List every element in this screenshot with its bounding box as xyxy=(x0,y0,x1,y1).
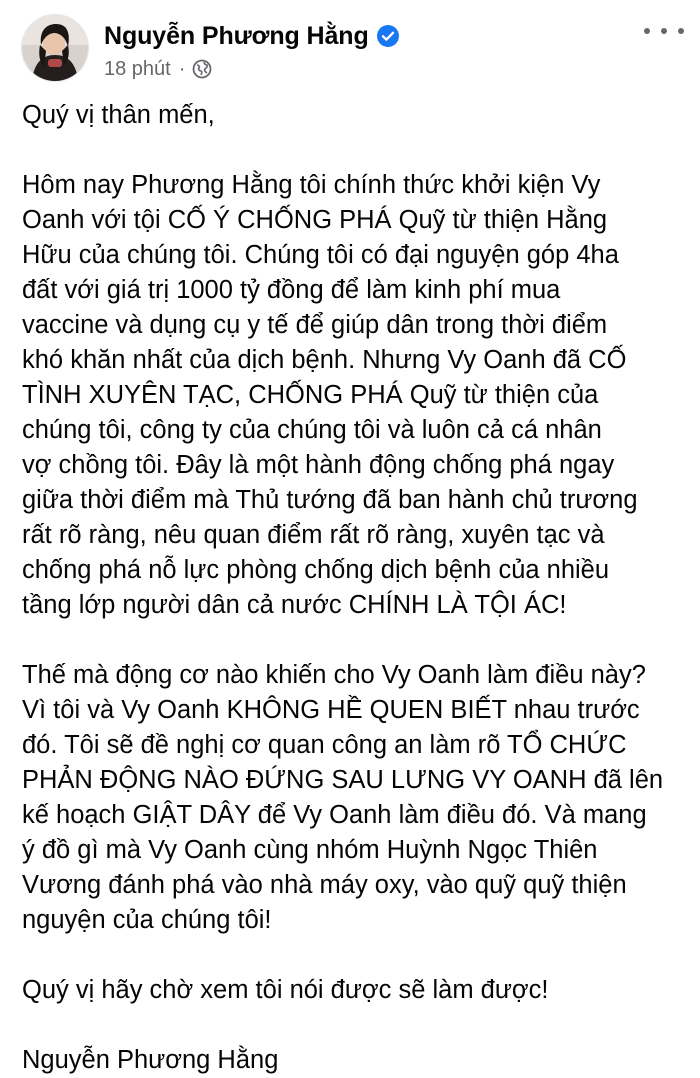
text-line: đó. Tôi sẽ đề nghị cơ quan công an làm rõ TỔ CHỨC xyxy=(22,731,627,759)
meta-separator: · xyxy=(178,57,186,80)
text-line: Oanh với tội CỐ Ý CHỐNG PHÁ Quỹ từ thiện Hằng xyxy=(22,206,608,234)
signature-line: Nguyễn Phương Hằng xyxy=(22,1046,279,1074)
more-options-icon[interactable] xyxy=(644,18,684,44)
post-text xyxy=(22,98,692,1078)
greeting-line: Quý vị thân mến, xyxy=(22,101,215,129)
text-line: Thế mà động cơ nào khiến cho Vy Oanh làm điều này? xyxy=(22,661,646,689)
text-line: PHẢN ĐỘNG NÀO ĐỨNG SAU LƯNG VY OANH đã lên xyxy=(22,766,664,794)
avatar[interactable] xyxy=(21,14,89,82)
text-line: ý đồ gì mà Vy Oanh cùng nhóm Huỳnh Ngọc Thiên xyxy=(22,836,598,864)
closing-line: Quý vị hãy chờ xem tôi nói được sẽ làm được! xyxy=(22,976,549,1004)
text-line: giữa thời điểm mà Thủ tướng đã ban hành chủ trương xyxy=(22,486,638,514)
text-line: khó khăn nhất của dịch bệnh. Nhưng Vy Oanh đã CỐ xyxy=(22,346,627,374)
text-line: chúng tôi, công ty của chúng tôi và luôn cả cá nhân xyxy=(22,416,602,444)
more-dot xyxy=(644,28,650,34)
verified-badge-icon xyxy=(377,25,399,47)
author-row xyxy=(104,19,399,53)
paragraph-1 xyxy=(22,168,692,623)
text-line: chống phá nỗ lực phòng chống dịch bệnh của nhiều xyxy=(22,556,610,584)
text-line: tầng lớp người dân cả nước CHÍNH LÀ TỘI ÁC! xyxy=(22,591,567,619)
text-line: nguyện của chúng tôi! xyxy=(22,906,272,934)
text-line: vợ chồng tôi. Đây là một hành động chống phá ngay xyxy=(22,451,615,479)
avatar-image xyxy=(22,15,88,81)
text-line: Hôm nay Phương Hằng tôi chính thức khởi kiện Vy xyxy=(22,171,601,199)
text-line: Vương đánh phá vào nhà máy oxy, vào quỹ quỹ thiện xyxy=(22,871,627,899)
text-line: Vì tôi và Vy Oanh KHÔNG HỀ QUEN BIẾT nhau trước xyxy=(22,696,640,724)
paragraph-2 xyxy=(22,658,692,938)
more-dot xyxy=(678,28,684,34)
post-timestamp[interactable]: 18 phút xyxy=(104,57,171,80)
text-line: Hữu của chúng tôi. Chúng tôi có đại nguyện góp 4ha xyxy=(22,241,619,269)
post-meta xyxy=(104,56,212,82)
post-header xyxy=(0,0,700,92)
text-line: rất rõ ràng, nêu quan điểm rất rõ ràng, xuyên tạc và xyxy=(22,521,605,549)
text-line: kế hoạch GIẬT DÂY để Vy Oanh làm điều đó. Và mang xyxy=(22,801,647,829)
text-line: TÌNH XUYÊN TẠC, CHỐNG PHÁ Quỹ từ thiện của xyxy=(22,381,599,409)
text-line: đất với giá trị 1000 tỷ đồng để làm kinh phí mua xyxy=(22,276,561,304)
globe-icon[interactable] xyxy=(192,59,212,79)
author-name[interactable]: Nguyễn Phương Hằng xyxy=(104,21,369,50)
more-dot xyxy=(661,28,667,34)
text-line: vaccine và dụng cụ y tế để giúp dân trong thời điểm xyxy=(22,311,608,339)
